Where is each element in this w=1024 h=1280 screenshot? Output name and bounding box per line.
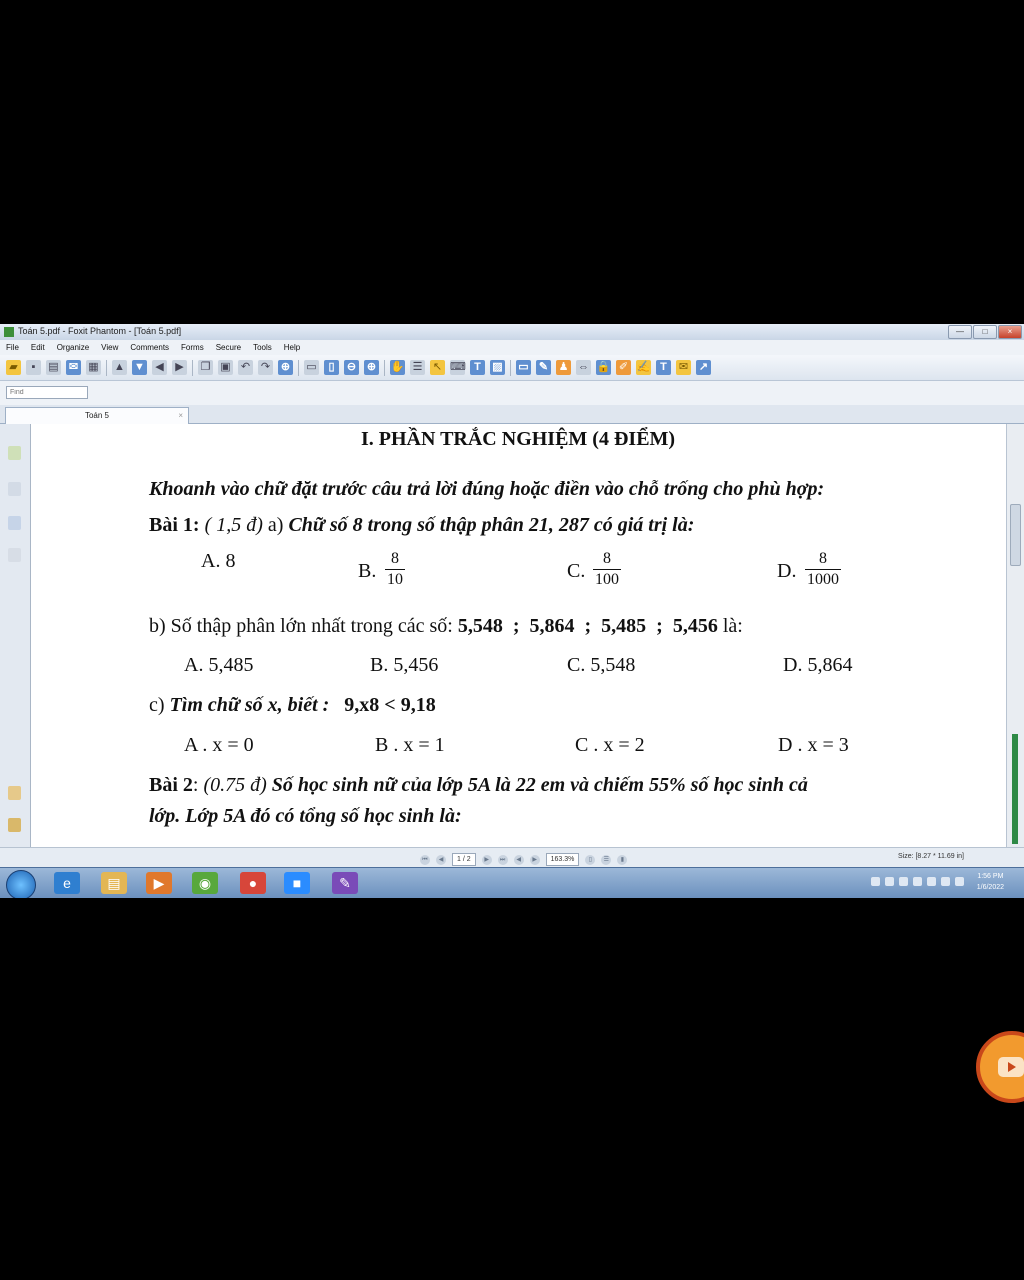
fraction-bar	[385, 569, 405, 570]
menu-forms[interactable]: Forms	[181, 343, 204, 352]
play-icon	[998, 1057, 1024, 1077]
maximize-button[interactable]: □	[973, 325, 997, 339]
select-text-icon[interactable]: ☰	[410, 360, 425, 375]
zoom-app-icon[interactable]: ■	[284, 872, 310, 894]
fraction-numerator: 8	[603, 550, 611, 567]
fit-width-icon[interactable]: ▯	[324, 360, 339, 375]
menu-secure[interactable]: Secure	[215, 343, 242, 352]
fraction-numerator: 8	[819, 550, 827, 567]
zoom-out-icon[interactable]: ⊖	[344, 360, 359, 375]
menu-edit[interactable]: Edit	[30, 343, 45, 352]
part-c-expression: 9,x8 < 9,18	[344, 694, 436, 716]
menu-bar	[0, 340, 1024, 355]
text-box-icon[interactable]: T	[656, 360, 671, 375]
bai1-part-c-line	[149, 694, 436, 717]
bai2-line-2: lớp. Lớp 5A đó có tổng số học sinh là:	[149, 805, 462, 827]
bai2-points: (0.75 đ)	[203, 774, 267, 796]
back-arrow-icon[interactable]: ◀	[152, 360, 167, 375]
layers-icon[interactable]	[8, 516, 21, 530]
redo-icon[interactable]: ↷	[258, 360, 273, 375]
arrow-tool-icon[interactable]: ↗	[696, 360, 711, 375]
comment-icon[interactable]: ▭	[516, 360, 531, 375]
document-view	[31, 424, 1007, 847]
last-page-icon[interactable]: ⏭	[498, 855, 508, 865]
file-explorer-icon[interactable]: ▤	[101, 872, 127, 894]
title-bar	[0, 324, 1024, 340]
start-button[interactable]	[6, 870, 36, 898]
find-bar	[0, 381, 1024, 406]
option-c-2: B . x = 1	[375, 734, 445, 756]
part-c-text: Tìm chữ số x, biết :	[169, 694, 330, 716]
forward-view-icon[interactable]: ▶	[530, 855, 540, 865]
page-down-icon[interactable]: ▼	[132, 360, 147, 375]
open-folder-icon[interactable]: ▰	[6, 360, 21, 375]
snapshot-icon[interactable]: ▣	[218, 360, 233, 375]
option-b-4: D. 5,864	[783, 654, 853, 676]
scan-icon[interactable]: ▦	[86, 360, 101, 375]
app-logo-icon	[4, 327, 14, 337]
first-page-icon[interactable]: ⏮	[420, 855, 430, 865]
pen-icon[interactable]: ✎	[536, 360, 551, 375]
facing-icon[interactable]: ▮	[617, 855, 627, 865]
bai2-label: Bài 2	[149, 774, 193, 796]
menu-comments[interactable]: Comments	[130, 343, 170, 352]
email-icon[interactable]: ✉	[66, 360, 81, 375]
fraction-bar	[805, 569, 841, 570]
tab-close-icon[interactable]: ×	[178, 411, 183, 420]
fraction-8-100	[593, 550, 621, 589]
typewriter-icon[interactable]: ⌨	[450, 361, 466, 373]
scroll-thumb[interactable]	[1010, 504, 1021, 566]
fit-page-icon[interactable]: ▭	[304, 360, 319, 375]
chrome-icon[interactable]: ●	[240, 872, 266, 894]
bai1-line	[149, 514, 694, 537]
image-icon[interactable]: ▨	[490, 360, 505, 375]
bai1-part-b-line	[149, 615, 743, 638]
bai1-part-a-text: Chữ số 8 trong số thập phân 21, 287 có giá trị là:	[288, 514, 695, 536]
save-icon[interactable]: ▪	[26, 360, 41, 375]
print-icon[interactable]: ▤	[46, 360, 61, 375]
minimize-button[interactable]: —	[948, 325, 972, 339]
scroll-indicator	[1012, 734, 1018, 844]
close-button[interactable]: ×	[998, 325, 1022, 339]
pdf-page	[31, 424, 1007, 847]
window-title: Toán 5.pdf - Foxit Phantom - [Toán 5.pdf]	[18, 326, 182, 336]
system-tray	[871, 877, 964, 886]
find-input[interactable]	[6, 386, 88, 399]
status-bar	[0, 847, 1024, 868]
part-c-label: c)	[149, 694, 165, 716]
foxit-taskbar-icon[interactable]: ✎	[332, 872, 358, 894]
page-number-field[interactable]: 1 / 2	[452, 853, 476, 866]
document-tabs	[0, 405, 1024, 424]
part-b-end: là:	[722, 615, 743, 637]
hand-tool-icon[interactable]: ✋	[390, 361, 405, 373]
fraction-8-1000	[805, 550, 841, 589]
fraction-numerator: 8	[391, 550, 399, 567]
tray-icon[interactable]	[913, 877, 922, 886]
windows-taskbar	[0, 867, 1024, 898]
stamp-icon[interactable]: ♟	[556, 360, 571, 375]
clock-date: 1/6/2022	[976, 884, 1004, 891]
window-controls	[948, 325, 1022, 339]
app-window	[0, 324, 1024, 898]
undo-icon[interactable]: ↶	[238, 360, 253, 375]
media-player-icon[interactable]: ▶	[146, 872, 172, 894]
page-size-label: Size: [8.27 * 11.69 in]	[897, 853, 964, 860]
tray-icon[interactable]	[927, 877, 936, 886]
clock[interactable]	[977, 871, 1004, 893]
menu-view[interactable]: View	[101, 343, 119, 352]
bookmarks-icon[interactable]	[8, 482, 21, 496]
next-page-icon[interactable]: ▶	[482, 855, 492, 865]
part-b-text: b) Số thập phân lớn nhất trong các số:	[149, 615, 453, 637]
toolbar-separator	[384, 360, 385, 376]
menu-file[interactable]: File	[6, 343, 19, 352]
network-icon[interactable]	[941, 877, 950, 886]
sign-icon[interactable]: ✍	[636, 361, 651, 373]
note-icon[interactable]: ✉	[676, 360, 691, 375]
comments-panel-icon[interactable]	[8, 786, 21, 800]
toolbar-separator	[106, 360, 107, 376]
menu-help[interactable]: Help	[283, 343, 301, 352]
fraction-denominator: 10	[387, 571, 403, 588]
page-navigation	[420, 853, 627, 866]
tray-icon[interactable]	[899, 877, 908, 886]
option-a-3-letter: C.	[567, 560, 586, 582]
navigation-panel	[0, 424, 31, 847]
clock-time: 1:56 PM	[977, 873, 1004, 880]
fraction-bar	[593, 569, 621, 570]
zoom-level-field[interactable]: 163.3%	[546, 853, 580, 866]
tray-icon[interactable]	[885, 877, 894, 886]
main-toolbar	[0, 355, 1024, 381]
pointer-icon[interactable]: ↖	[430, 360, 445, 375]
prev-page-icon[interactable]: ◀	[436, 855, 446, 865]
page-up-icon[interactable]: ▲	[112, 360, 127, 375]
pages-icon[interactable]	[8, 446, 21, 460]
option-a-4-letter: D.	[777, 560, 797, 582]
menu-tools[interactable]: Tools	[253, 343, 272, 352]
section-heading: I. PHẦN TRẮC NGHIỆM (4 ĐIỂM)	[361, 428, 676, 450]
forward-arrow-icon[interactable]: ▶	[172, 360, 187, 375]
bai1-points: ( 1,5 đ)	[204, 514, 263, 536]
volume-icon[interactable]	[955, 877, 964, 886]
lock-icon[interactable]: 🔒	[596, 361, 611, 373]
internet-explorer-icon[interactable]: e	[54, 872, 80, 894]
option-c-4: D . x = 3	[778, 734, 849, 756]
option-c-3: C . x = 2	[575, 734, 645, 756]
option-b-3: C. 5,548	[567, 654, 636, 676]
edit-form-icon[interactable]: ✐	[616, 360, 631, 375]
bai2-colon: :	[192, 774, 199, 796]
option-b-1: A. 5,485	[184, 654, 254, 676]
vertical-scrollbar[interactable]	[1006, 424, 1024, 847]
copy-icon[interactable]: ❐	[198, 360, 213, 375]
back-view-icon[interactable]: ◀	[514, 855, 524, 865]
youtube-logo-icon[interactable]	[976, 1031, 1024, 1103]
tab-toan-5[interactable]	[5, 407, 189, 424]
tab-label: Toán 5	[84, 411, 110, 420]
bai2-text-1: Số học sinh nữ của lớp 5A là 22 em và chiếm 55% số học sinh cả	[271, 774, 808, 796]
continuous-icon[interactable]: ☰	[601, 855, 611, 865]
option-b-2: B. 5,456	[370, 654, 439, 676]
bai1-label: Bài 1:	[149, 514, 200, 536]
option-c-1: A . x = 0	[184, 734, 254, 756]
zoom-icon[interactable]: ⊕	[278, 360, 293, 375]
option-a-2-letter: B.	[358, 560, 377, 582]
menu-organize[interactable]: Organize	[56, 343, 90, 352]
text-field-icon[interactable]: T	[470, 360, 485, 375]
instruction-text: Khoanh vào chữ đặt trước câu trả lời đúng hoặc điền vào chỗ trống cho phù hợp:	[149, 478, 825, 500]
single-page-icon[interactable]: ▯	[585, 855, 595, 865]
bai2-line-1	[149, 774, 808, 797]
fraction-8-10	[385, 550, 405, 589]
toolbar-separator	[192, 360, 193, 376]
green-app-icon[interactable]: ◉	[192, 872, 218, 894]
security-icon[interactable]	[8, 818, 21, 832]
toolbar-separator	[510, 360, 511, 376]
tray-icon[interactable]	[871, 877, 880, 886]
option-a-1: A. 8	[201, 550, 236, 572]
fraction-denominator: 100	[595, 571, 619, 588]
toolbar-separator	[298, 360, 299, 376]
zoom-in-icon[interactable]: ⊕	[364, 360, 379, 375]
link-icon[interactable]: ⇔	[578, 361, 589, 373]
bai1-part-a-label: a)	[267, 514, 284, 536]
attachments-icon[interactable]	[8, 548, 21, 562]
part-b-numbers: 5,548 ; 5,864 ; 5,485 ; 5,456	[457, 615, 718, 637]
fraction-denominator: 1000	[807, 571, 839, 588]
